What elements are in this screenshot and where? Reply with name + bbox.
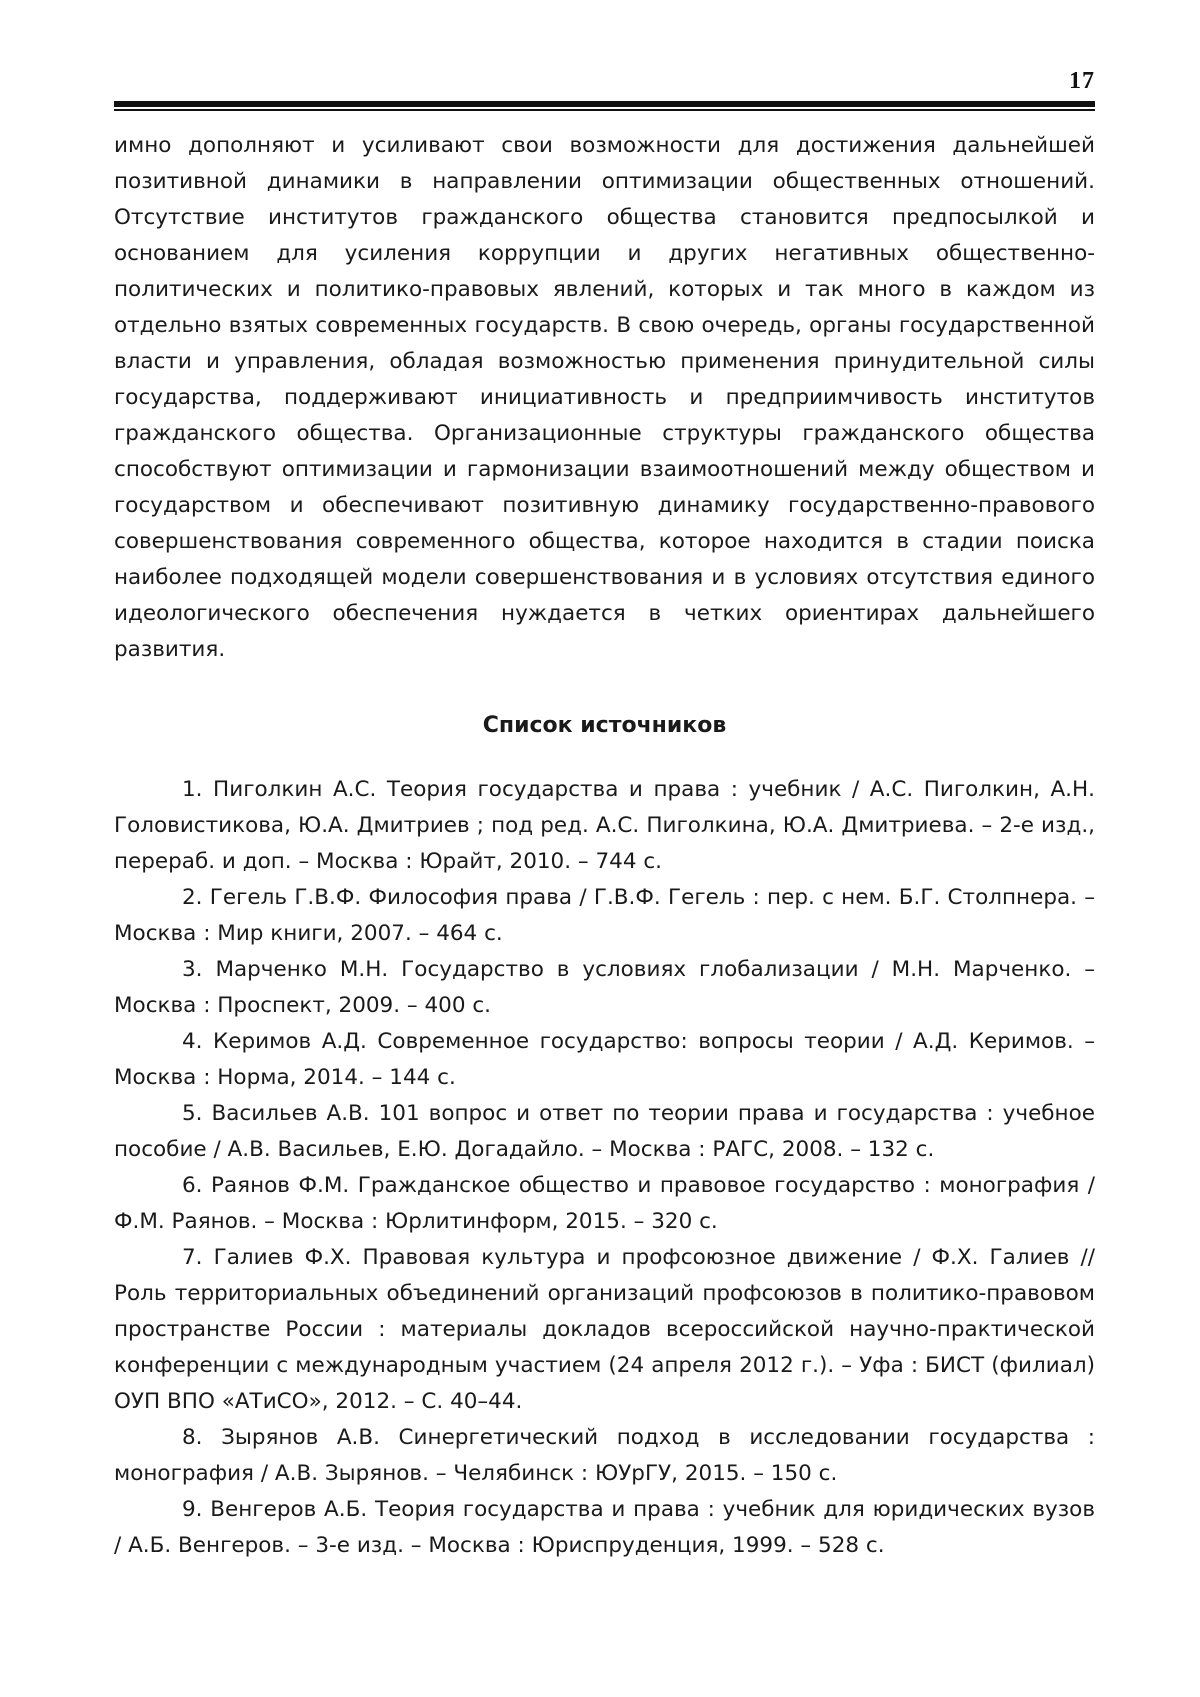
- sources-list: [114, 772, 1095, 1564]
- source-item: 9. Венгеров А.Б. Теория государства и права : учебник для юридических вузов / А.Б. Венгеров. – 3-е изд. – Москва : Юриспруденция, 1999. – 528 с.: [114, 1497, 1095, 1558]
- source-item: 7. Галиев Ф.Х. Правовая культура и профсоюзное движение / Ф.Х. Галиев // Роль территориальных объединений организаций профсоюзов в политико-правовом пространстве России : материалы докладов всероссийской научно-практической конференции с международным участием (24 апреля 2012 г.). – Уфа : БИСТ (филиал) ОУП ВПО «АТиСО», 2012. – С. 40–44.: [114, 1245, 1095, 1414]
- source-item: 3. Марченко М.Н. Государство в условиях глобализации / М.Н. Марченко. – Москва : Проспект, 2009. – 400 с.: [114, 957, 1095, 1018]
- header-rule-thick: [114, 101, 1095, 107]
- source-item: 2. Гегель Г.В.Ф. Философия права / Г.В.Ф. Гегель : пер. с нем. Б.Г. Столпнера. – Москва : Мир книги, 2007. – 464 с.: [114, 885, 1095, 946]
- source-item: 1. Пиголкин А.С. Теория государства и права : учебник / А.С. Пиголкин, А.Н. Головистикова, Ю.А. Дмитриев ; под ред. А.С. Пиголкина, Ю.А. Дмитриева. – 2-е изд., перераб. и доп. – Москва : Юрайт, 2010. – 744 с.: [114, 777, 1095, 874]
- body-paragraph: имно дополняют и усиливают свои возможности для достижения дальнейшей позитивной динамики в направлении оптимизации общественных отношений. Отсутствие институтов гражданского общества становится предпосылкой и основанием для усиления коррупции и других негативных общественно-политических и политико-правовых явлений, которых и так много в каждом из отдельно взятых современных государств. В свою очередь, органы государственной власти и управления, обладая возможностью применения принудительной силы государства, поддерживают инициативность и предприимчивость институтов гражданского общества. Организационные структуры гражданского общества способствуют оптимизации и гармонизации взаимоотношений между обществом и государством и обеспечивают позитивную динамику государственно-правового совершенствования современного общества, которое находится в стадии поиска наиболее подходящей модели совершенствования и в условиях отсутствия единого идеологического обеспечения нуждается в четких ориентирах дальнейшего развития.: [114, 133, 1095, 662]
- page-number: 17: [1069, 68, 1095, 94]
- source-item: 8. Зырянов А.В. Синергетический подход в исследовании государства : монография / А.В. Зырянов. – Челябинск : ЮУрГУ, 2015. – 150 с.: [114, 1425, 1095, 1486]
- page-content: [114, 128, 1095, 1564]
- source-item: 6. Раянов Ф.М. Гражданское общество и правовое государство : монография / Ф.М. Раянов. – Москва : Юрлитинформ, 2015. – 320 с.: [114, 1173, 1095, 1234]
- header-rule-thin: [114, 109, 1095, 111]
- source-item: 5. Васильев А.В. 101 вопрос и ответ по теории права и государства : учебное пособие / А.В. Васильев, Е.Ю. Догадайло. – Москва : РАГС, 2008. – 132 с.: [114, 1101, 1095, 1162]
- sources-heading: Список источников: [482, 713, 727, 738]
- source-item: 4. Керимов А.Д. Современное государство: вопросы теории / А.Д. Керимов. – Москва : Норма, 2014. – 144 с.: [114, 1029, 1095, 1090]
